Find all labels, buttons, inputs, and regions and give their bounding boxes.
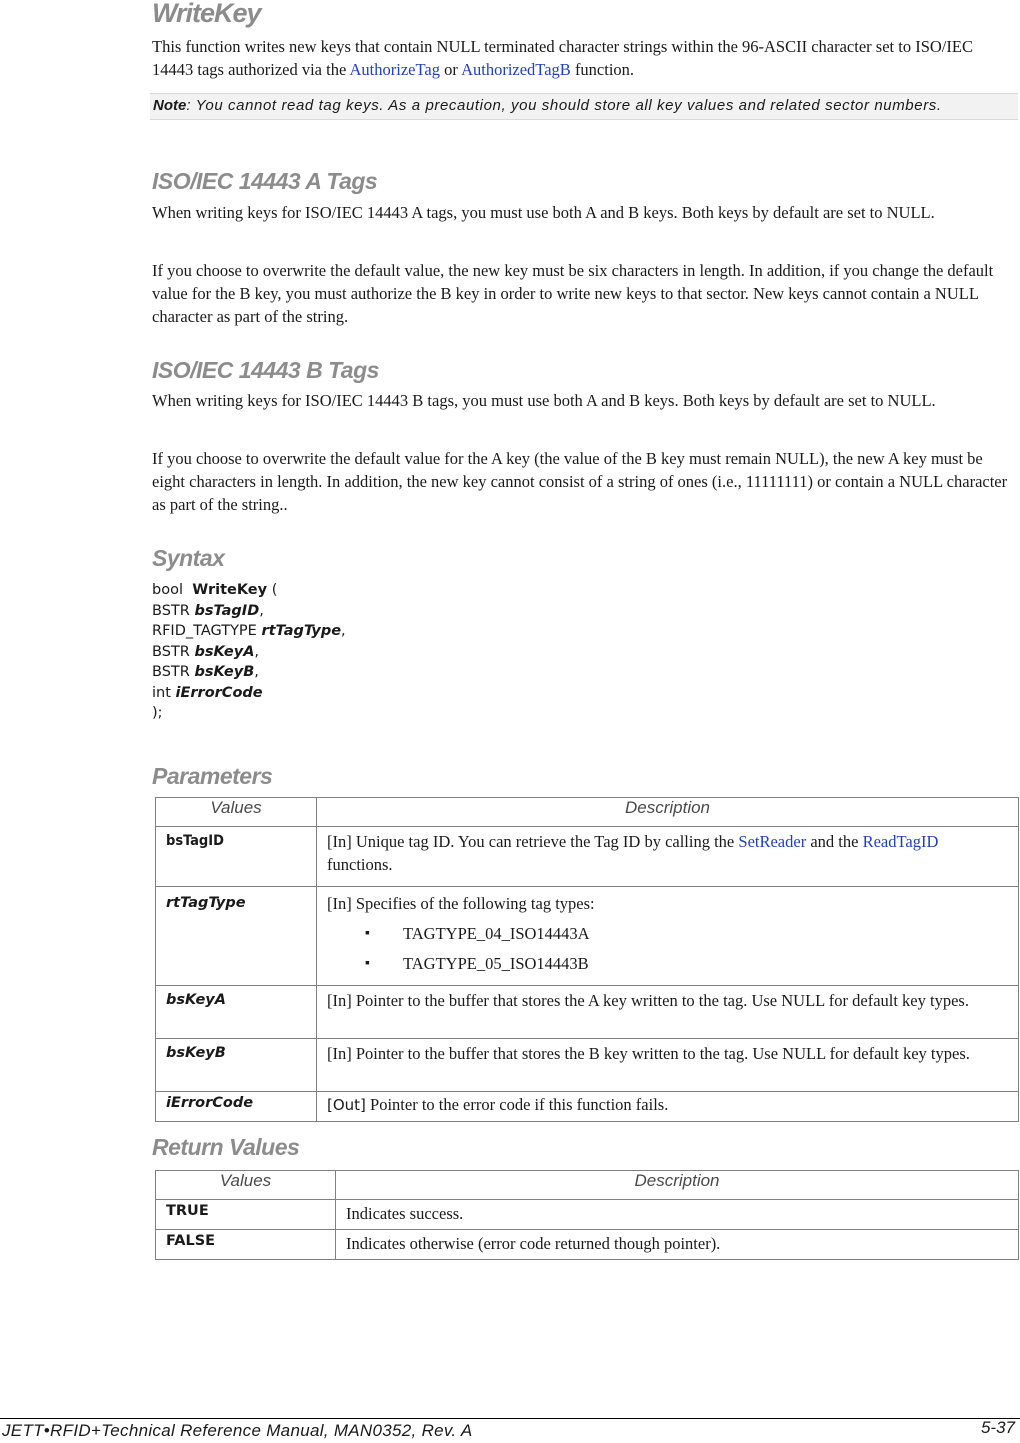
set-reader-link[interactable]: SetReader	[738, 832, 807, 851]
read-tag-id-link[interactable]: ReadTagID	[862, 832, 939, 851]
intro-text-mid: or	[439, 60, 462, 79]
param-description: [In] Pointer to the buffer that stores the B key written to the tag. Use NULL for default key types.	[317, 1038, 1019, 1091]
intro-text: This function writes new keys that contain NULL terminated character strings within the 96-ASCII character set to ISO/IEC 14443 tags authorized via the	[152, 37, 973, 79]
param-name: bsKeyA	[156, 985, 317, 1038]
parameters-col-description: Description	[317, 798, 1019, 827]
list-item: ▪ TAGTYPE_05_ISO14443B	[347, 949, 1008, 979]
return-col-description: Description	[336, 1171, 1019, 1200]
table-row	[156, 887, 1019, 986]
parameters-table	[155, 797, 1019, 1122]
section-b-heading: ISO/IEC 14443 B Tags	[152, 357, 379, 383]
table-row	[156, 827, 1019, 887]
footer-manual-title: JETT•RFID+Technical Reference Manual, MAN0352, Rev. A	[2, 1421, 473, 1440]
return-description: Indicates success.	[336, 1200, 1019, 1230]
return-name: TRUE	[156, 1200, 336, 1230]
page-title: WriteKey	[152, 0, 261, 28]
syntax-line-6: int iErrorCode	[152, 684, 263, 701]
section-b-paragraph-1: When writing keys for ISO/IEC 14443 B tags, you must use both A and B keys. Both keys by default are set to NULL.	[152, 391, 936, 410]
param-description-text: [In] Specifies of the following tag types:	[327, 894, 595, 913]
param-description: [In] Unique tag ID. You can retrieve the Tag ID by calling the SetReader and the ReadTagID functions.	[317, 827, 1019, 887]
return-description: Indicates otherwise (error code returned though pointer).	[336, 1230, 1019, 1260]
authorize-tag-link[interactable]: AuthorizeTag	[349, 60, 440, 79]
table-row	[156, 1091, 1019, 1121]
parameters-col-values: Values	[156, 798, 317, 827]
syntax-line-2: BSTR bsTagID,	[152, 602, 264, 619]
section-a-paragraph-2: If you choose to overwrite the default value, the new key must be six characters in length. In addition, if you change the default value for the B key, you must authorize the B key in order to write new keys to that sector. New keys cannot contain a NULL character as part of the string.	[152, 261, 994, 326]
list-item: ▪ TAGTYPE_04_ISO14443A	[347, 919, 1008, 949]
param-name: rtTagType	[156, 887, 317, 986]
table-row	[156, 1230, 1019, 1260]
intro-paragraph	[152, 35, 1016, 81]
syntax-block	[152, 580, 346, 724]
note-label: Note	[153, 97, 187, 114]
syntax-line-4: BSTR bsKeyA,	[152, 643, 260, 660]
footer-page-number: 5-37	[980, 1418, 1015, 1437]
return-name: FALSE	[156, 1230, 336, 1260]
syntax-heading: Syntax	[152, 545, 225, 571]
table-row	[156, 1038, 1019, 1091]
syntax-line-5: BSTR bsKeyB,	[152, 664, 259, 680]
footer-divider	[0, 1418, 1020, 1419]
section-a-paragraph-1: When writing keys for ISO/IEC 14443 A tags, you must use both A and B keys. Both keys by default are set to NULL.	[152, 203, 935, 222]
section-a-heading: ISO/IEC 14443 A Tags	[152, 168, 378, 194]
intro-text-end: function.	[570, 60, 635, 79]
syntax-line-3: RFID_TAGTYPE rtTagType,	[152, 623, 346, 639]
tag-type-list	[327, 919, 1008, 979]
return-values-table	[155, 1170, 1019, 1260]
return-values-heading: Return Values	[152, 1134, 300, 1160]
param-name: bsKeyB	[156, 1038, 317, 1091]
param-name: iErrorCode	[156, 1091, 317, 1121]
table-row	[156, 985, 1019, 1038]
parameters-heading: Parameters	[152, 763, 273, 789]
param-name: bsTagID	[156, 827, 317, 887]
return-col-values: Values	[156, 1171, 336, 1200]
note-text: : You cannot read tag keys. As a precaution, you should store all key values and related sector numbers.	[186, 97, 942, 114]
authorized-tag-b-link[interactable]: AuthorizedTagB	[461, 60, 571, 79]
param-description: [In] Pointer to the buffer that stores the A key written to the tag. Use NULL for default key types.	[317, 985, 1019, 1038]
syntax-line-7: );	[152, 705, 163, 721]
note-box	[150, 93, 1018, 120]
param-description: [Out] Pointer to the error code if this function fails.	[317, 1091, 1019, 1121]
return-values-header-row	[156, 1171, 1019, 1200]
syntax-line-1: bool WriteKey (	[152, 582, 278, 598]
table-row	[156, 1200, 1019, 1230]
param-description	[317, 887, 1019, 986]
section-b-paragraph-2: If you choose to overwrite the default value for the A key (the value of the B key must remain NULL), the new A key must be eight characters in length. In addition, the new key cannot consist of a string of ones (i.e., 11111111) or contain a NULL character as part of the string..	[152, 449, 1008, 514]
parameters-header-row	[156, 798, 1019, 827]
